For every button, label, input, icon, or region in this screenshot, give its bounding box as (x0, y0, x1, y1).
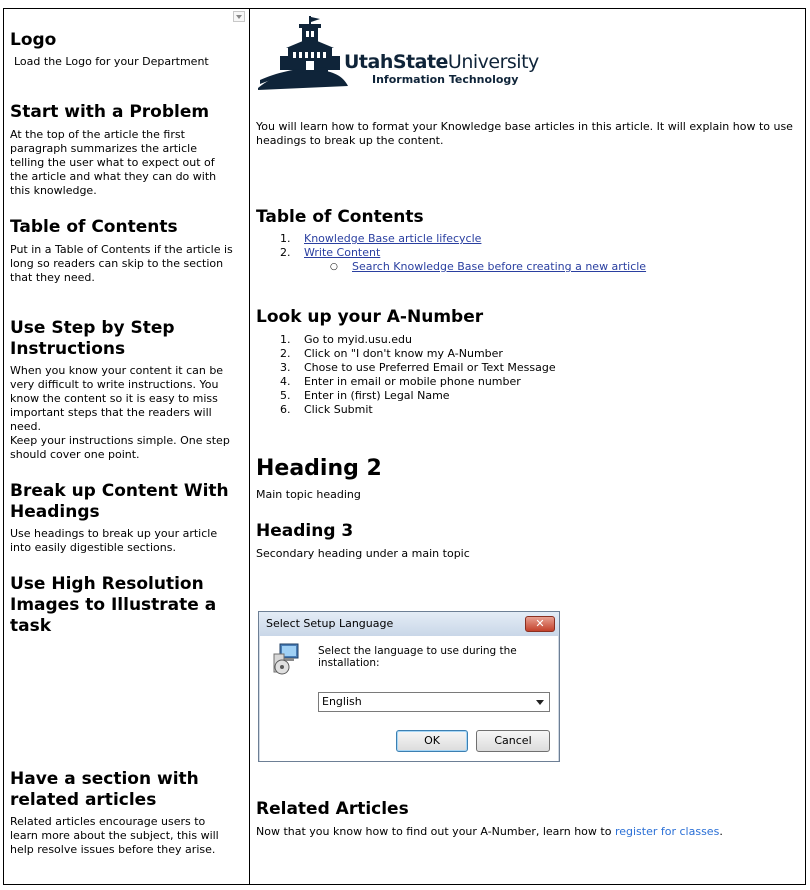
anumber-steps (256, 333, 796, 417)
step-number: 6. (280, 403, 291, 416)
step-item (256, 333, 796, 347)
sidebar-logo-title: Logo (10, 30, 57, 50)
toc-heading: Table of Contents (256, 207, 424, 227)
toc-item (256, 232, 796, 246)
toc-list (256, 232, 796, 274)
cancel-button[interactable]: Cancel (476, 730, 550, 752)
column-divider (249, 8, 250, 885)
dialog-title: Select Setup Language (266, 617, 394, 630)
related-text-after: . (719, 825, 723, 838)
intro-paragraph: You will learn how to format your Knowledge base articles in this article. It will explain how to use headings to break up the content. (256, 120, 793, 147)
sidebar-related-title: Have a section with related articles (10, 769, 199, 810)
step-text: Enter in (first) Legal Name (304, 389, 450, 402)
step-item (256, 361, 796, 375)
sidebar-images-title: Use High Resolution Images to Illustrate a task (10, 574, 217, 636)
toc-link-write-content[interactable]: Write Content (304, 246, 381, 259)
heading-2: Heading 2 (256, 456, 382, 481)
language-select[interactable] (318, 692, 550, 712)
step-item (256, 403, 796, 417)
step-text: Chose to use Preferred Email or Text Message (304, 361, 556, 374)
step-number: 3. (280, 361, 291, 374)
setup-computer-icon (270, 642, 302, 676)
related-heading: Related Articles (256, 799, 409, 819)
sidebar-logo-text: Load the Logo for your Department (14, 55, 209, 68)
step-item (256, 375, 796, 389)
toc-subitem (256, 260, 796, 274)
step-text: Go to myid.usu.edu (304, 333, 412, 346)
toc-link-search-kb[interactable]: Search Knowledge Base before creating a new article (352, 260, 647, 273)
step-item (256, 389, 796, 403)
step-number: 5. (280, 389, 291, 402)
toc-item (256, 246, 796, 260)
sidebar-headings-title: Break up Content With Headings (10, 481, 229, 522)
usu-logo (258, 16, 539, 90)
heading-3-text: Secondary heading under a main topic (256, 547, 470, 560)
circle-bullet-icon: ○ (330, 262, 338, 272)
sidebar-problem-text: At the top of the article the first paragraph summarizes the article telling the user what to expect out of the article and what they can do with this knowledge. (10, 128, 217, 197)
sidebar-related-text: Related articles encourage users to learn more about the subject, this will help resolve issues before they arise. (10, 815, 219, 856)
step-text: Enter in email or mobile phone number (304, 375, 521, 388)
toc-item-number: 1. (280, 232, 291, 245)
toc-item-number: 2. (280, 246, 291, 259)
sidebar-toc-text: Put in a Table of Contents if the article is long so readers can skip to the section that they need. (10, 243, 233, 284)
ok-button[interactable]: OK (396, 730, 468, 752)
chevron-down-icon[interactable] (233, 11, 245, 22)
logo-wordmark (344, 51, 539, 73)
sidebar-steps-title: Use Step by Step Instructions (10, 318, 175, 359)
related-text (256, 825, 723, 839)
setup-language-dialog (258, 611, 560, 762)
step-item (256, 347, 796, 361)
related-text-before: Now that you know how to find out your A-Number, learn how to (256, 825, 615, 838)
sidebar-headings-text: Use headings to break up your article into easily digestible sections. (10, 527, 218, 554)
dialog-titlebar (259, 612, 559, 636)
logo-name-bold: UtahState (344, 51, 448, 73)
dialog-body (260, 636, 558, 761)
step-text: Click on "I don't know my A-Number (304, 347, 503, 360)
language-selected-value: English (322, 695, 362, 708)
chevron-down-icon (536, 700, 544, 705)
dialog-message: Select the language to use during the installation: (318, 645, 517, 669)
heading-2-text: Main topic heading (256, 488, 361, 501)
sidebar-steps-text: When you know your content it can be very difficult to write instructions. You know the content so it is easy to miss important steps that the readers will need. (10, 364, 224, 433)
sidebar-toc-title: Table of Contents (10, 217, 178, 237)
logo-name-regular: University (447, 51, 539, 73)
register-link[interactable]: register for classes (614, 825, 720, 838)
step-number: 1. (280, 333, 291, 346)
sidebar-steps-text-2: Keep your instructions simple. One step should cover one point. (10, 434, 230, 461)
sidebar-problem-title: Start with a Problem (10, 102, 210, 122)
step-text: Click Submit (304, 403, 373, 416)
heading-3: Heading 3 (256, 521, 354, 541)
anumber-heading: Look up your A-Number (256, 307, 484, 327)
toc-link-lifecycle[interactable]: Knowledge Base article lifecycle (304, 232, 482, 245)
step-number: 2. (280, 347, 291, 360)
step-number: 4. (280, 375, 291, 388)
close-icon[interactable]: ✕ (525, 616, 555, 632)
logo-subtitle: Information Technology (372, 73, 519, 86)
